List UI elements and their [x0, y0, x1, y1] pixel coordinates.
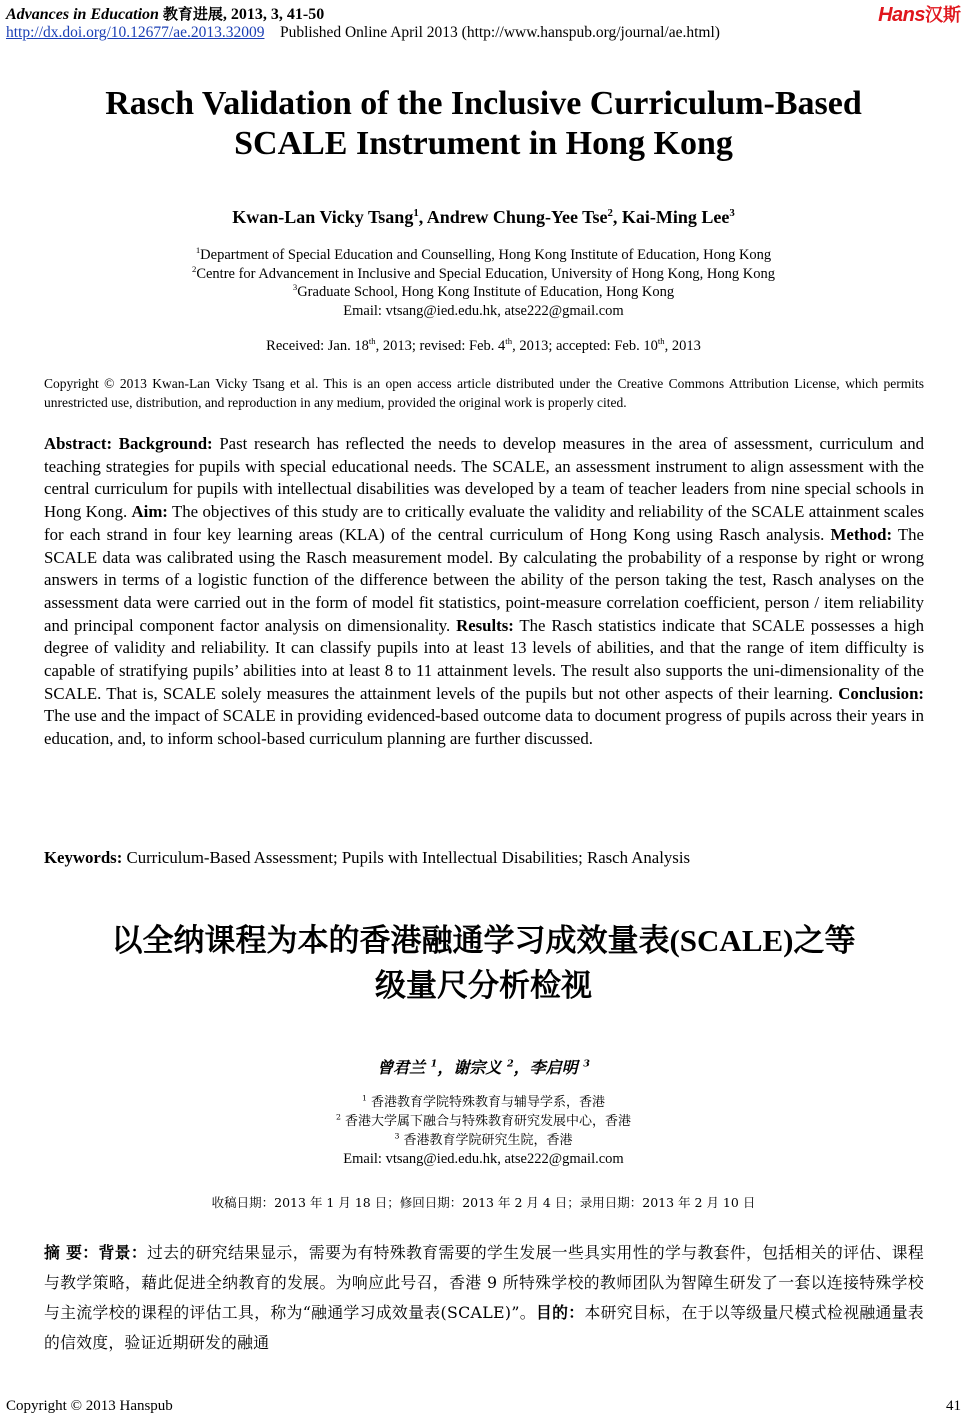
abstract-label-cn: 摘 要： [44, 1243, 99, 1262]
author-email: Email: vtsang@ied.edu.hk, atse222@gmail.com [343, 302, 624, 319]
abstract-label: Abstract: [44, 434, 113, 453]
journal-issue: , 2013, 3, 41-50 [222, 6, 325, 23]
results-label: Results: [456, 615, 514, 635]
author-list [0, 207, 967, 228]
author-name: Andrew Chung-Yee Tse [426, 207, 608, 227]
paper-title-line-1: Rasch Validation of the Inclusive Curriculum-Based [105, 85, 862, 122]
keywords-text: Curriculum-Based Assessment; Pupils with Intellectual Disabilities; Rasch Analysis [122, 848, 691, 867]
author-affiliation-mark: 3 [583, 1058, 590, 1070]
year-text: , 2013 [664, 338, 701, 354]
affiliation-item [0, 246, 967, 265]
journal-header [6, 3, 324, 24]
affiliations [0, 246, 967, 320]
copyright-notice: Copyright © 2013 Kwan-Lan Vicky Tsang et al. This is an open access article distributed under the Creative Commons Attribution License, which permits unrestricted use, distribution, and reproduction in any medium, provided the original work is properly cited. [44, 376, 924, 410]
affiliation-mark: 1 [195, 245, 201, 256]
author-list-cn [0, 1055, 967, 1078]
journal-name: Advances in Education [6, 6, 159, 23]
logo-text-en: Hans [878, 4, 925, 26]
revised-text: , 2013; revised: Feb. 4 [375, 338, 506, 354]
title-cn-part: 之等 [793, 923, 856, 959]
author-separator: ， [513, 1058, 530, 1077]
method-label: Method: [830, 524, 893, 544]
affiliation-mark: 3 [394, 1131, 400, 1141]
title-cn-part: 以全纳课程为本的香港融通学习成效量表 [111, 923, 670, 959]
affiliation-mark: 2 [335, 1112, 341, 1122]
doi-link[interactable]: http://dx.doi.org/10.12677/ae.2013.32009 [6, 24, 265, 41]
paper-title-line-2: SCALE Instrument in Hong Kong [234, 125, 733, 162]
author-affiliation-mark: 2 [506, 1058, 514, 1070]
author-affiliation-mark: 1 [430, 1058, 438, 1070]
ordinal-suffix: th [505, 336, 513, 347]
paper-title-cn-line-2: 级量尺分析检视 [375, 968, 592, 1004]
logo-text-cn: 汉斯 [925, 5, 961, 26]
affiliation-item [0, 265, 967, 284]
ordinal-suffix: th [657, 336, 665, 347]
author-separator: ， [437, 1058, 454, 1077]
background-text: Past research has reflected the needs to develop measures in the area of assessment, curriculum and teaching strategies for pupils with special educational needs. The SCALE, an assessment instrument to align assessment with the central curriculum for pupils with intellectual disabilities was developed by a team of teacher leaders from nine special schools in Hong Kong. [44, 434, 924, 522]
keywords-label: Keywords: [44, 848, 123, 867]
method-text: The SCALE data was calibrated using the Rasch measurement model. By calculating the probability of a response by right or wrong answers in terms of a logistic function of the difference between the ability of the person taking the test, Rasch analyses on the assessment data were carried out in the form of model fit statistics, point-measure correlation coefficient, person / item reliability and principal component factor analysis on dimensionality. [44, 524, 925, 635]
conclusion-text: The use and the impact of SCALE in providing evidenced-based outcome data to document progress of pupils across their years in education, and, to inform school-based curriculum planning are further discussed. [44, 706, 924, 749]
journal-name-cn: 教育进展 [162, 5, 223, 23]
published-online: Published Online April 2013 (http://www.hanspub.org/journal/ae.html) [279, 24, 720, 41]
affiliation-item-cn [0, 1131, 967, 1150]
keywords [44, 848, 924, 868]
paper-title-cn-line-1 [0, 918, 967, 964]
affiliation-text: 香港教育学院特殊教育与辅导学系，香港 [366, 1095, 606, 1110]
background-label: Background: [118, 434, 213, 453]
author-affiliation-mark: 2 [607, 207, 613, 219]
received-dates [0, 338, 967, 355]
paper-title [0, 84, 967, 164]
affiliation-text: 香港教育学院研究生院，香港 [399, 1133, 573, 1148]
author-email-cn: Email: vtsang@ied.edu.hk, atse222@gmail.com [343, 1151, 624, 1167]
ordinal-suffix: th [368, 336, 376, 347]
received-text: Received: Jan. 18 [266, 338, 369, 354]
author-name-cn: 谢宗义 [453, 1058, 507, 1077]
affiliation-item-cn [0, 1112, 967, 1131]
aim-label-cn: 目的： [535, 1303, 585, 1322]
aim-text: The objectives of this study are to critically evaluate the validity and reliability of the SCALE attainment scales for each strand in four key learning areas (KLA) of the central curriculum of Hong Kong using Rasch analysis. [44, 502, 925, 544]
author-name-cn: 曾君兰 [377, 1058, 431, 1077]
affiliations-cn [0, 1093, 967, 1169]
affiliation-text: 香港大学属下融合与特殊教育研究发展中心，香港 [340, 1114, 632, 1129]
aim-text-cn: 本研究目标，在于以等级量尺模式检视融通量表的信效度，验证近期研发的融通 [44, 1303, 924, 1352]
abstract [44, 433, 924, 751]
doi-line [6, 24, 720, 42]
abstract-cn [44, 1238, 924, 1358]
affiliation-text: Department of Special Education and Counselling, Hong Kong Institute of Education, Hong Kong [200, 247, 772, 263]
hans-logo [878, 1, 961, 27]
footer-copyright: Copyright © 2013 Hanspub [6, 1398, 173, 1414]
affiliation-item [0, 283, 967, 302]
affiliation-mark: 2 [191, 263, 197, 274]
author-name: Kwan-Lan Vicky Tsang [232, 207, 414, 227]
affiliation-mark: 1 [361, 1093, 367, 1103]
paper-title-cn [0, 918, 967, 1009]
title-cn-scale: (SCALE) [669, 923, 794, 958]
conclusion-label: Conclusion: [838, 683, 924, 703]
author-affiliation-mark: 1 [413, 207, 419, 219]
affiliation-text: Graduate School, Hong Kong Institute of Education, Hong Kong [297, 284, 675, 300]
affiliation-mark: 3 [292, 282, 298, 293]
received-dates-cn: 收稿日期：2013 年 1 月 18 日；修回日期：2013 年 2 月 4 日；录用日期：2013 年 2 月 10 日 [211, 1195, 756, 1210]
accepted-text: , 2013; accepted: Feb. 10 [512, 338, 658, 354]
author-name: Kai-Ming Lee [621, 207, 730, 227]
background-text-cn: 过去的研究结果显示，需要为有特殊教育需要的学生发展一些具实用性的学与教套件，包括相关的评估、课程与教学策略，藉此促进全纳教育的发展。为响应此号召，香港 9 所特殊学校的教师团队为智障生研发了一套以连接特殊学校与主流学校的课程的评估工具，称为“融通学习成效量表(SCALE)”。 [44, 1243, 925, 1322]
author-separator: , [612, 207, 622, 227]
aim-label: Aim: [131, 502, 168, 522]
affiliation-item-cn [0, 1093, 967, 1112]
results-text: The Rasch statistics indicate that SCALE possesses a high degree of validity and reliability. It can classify pupils into at least 13 levels of abilities, and that the range of item difficulty is capable of stratifying pupils’ abilities into at least 8 to 11 attainment levels. The result also supports the uni-dimensionality of the SCALE. That is, SCALE solely measures the attainment levels of the pupils but not other aspects of their learning. [44, 615, 924, 703]
author-name-cn: 李启明 [529, 1058, 584, 1077]
author-separator: , [418, 207, 427, 227]
page-number: 41 [946, 1398, 961, 1414]
background-label-cn: 背景： [98, 1243, 148, 1262]
author-affiliation-mark: 3 [729, 207, 735, 219]
affiliation-text: Centre for Advancement in Inclusive and Special Education, University of Hong Kong, Hong Kong [196, 265, 775, 282]
